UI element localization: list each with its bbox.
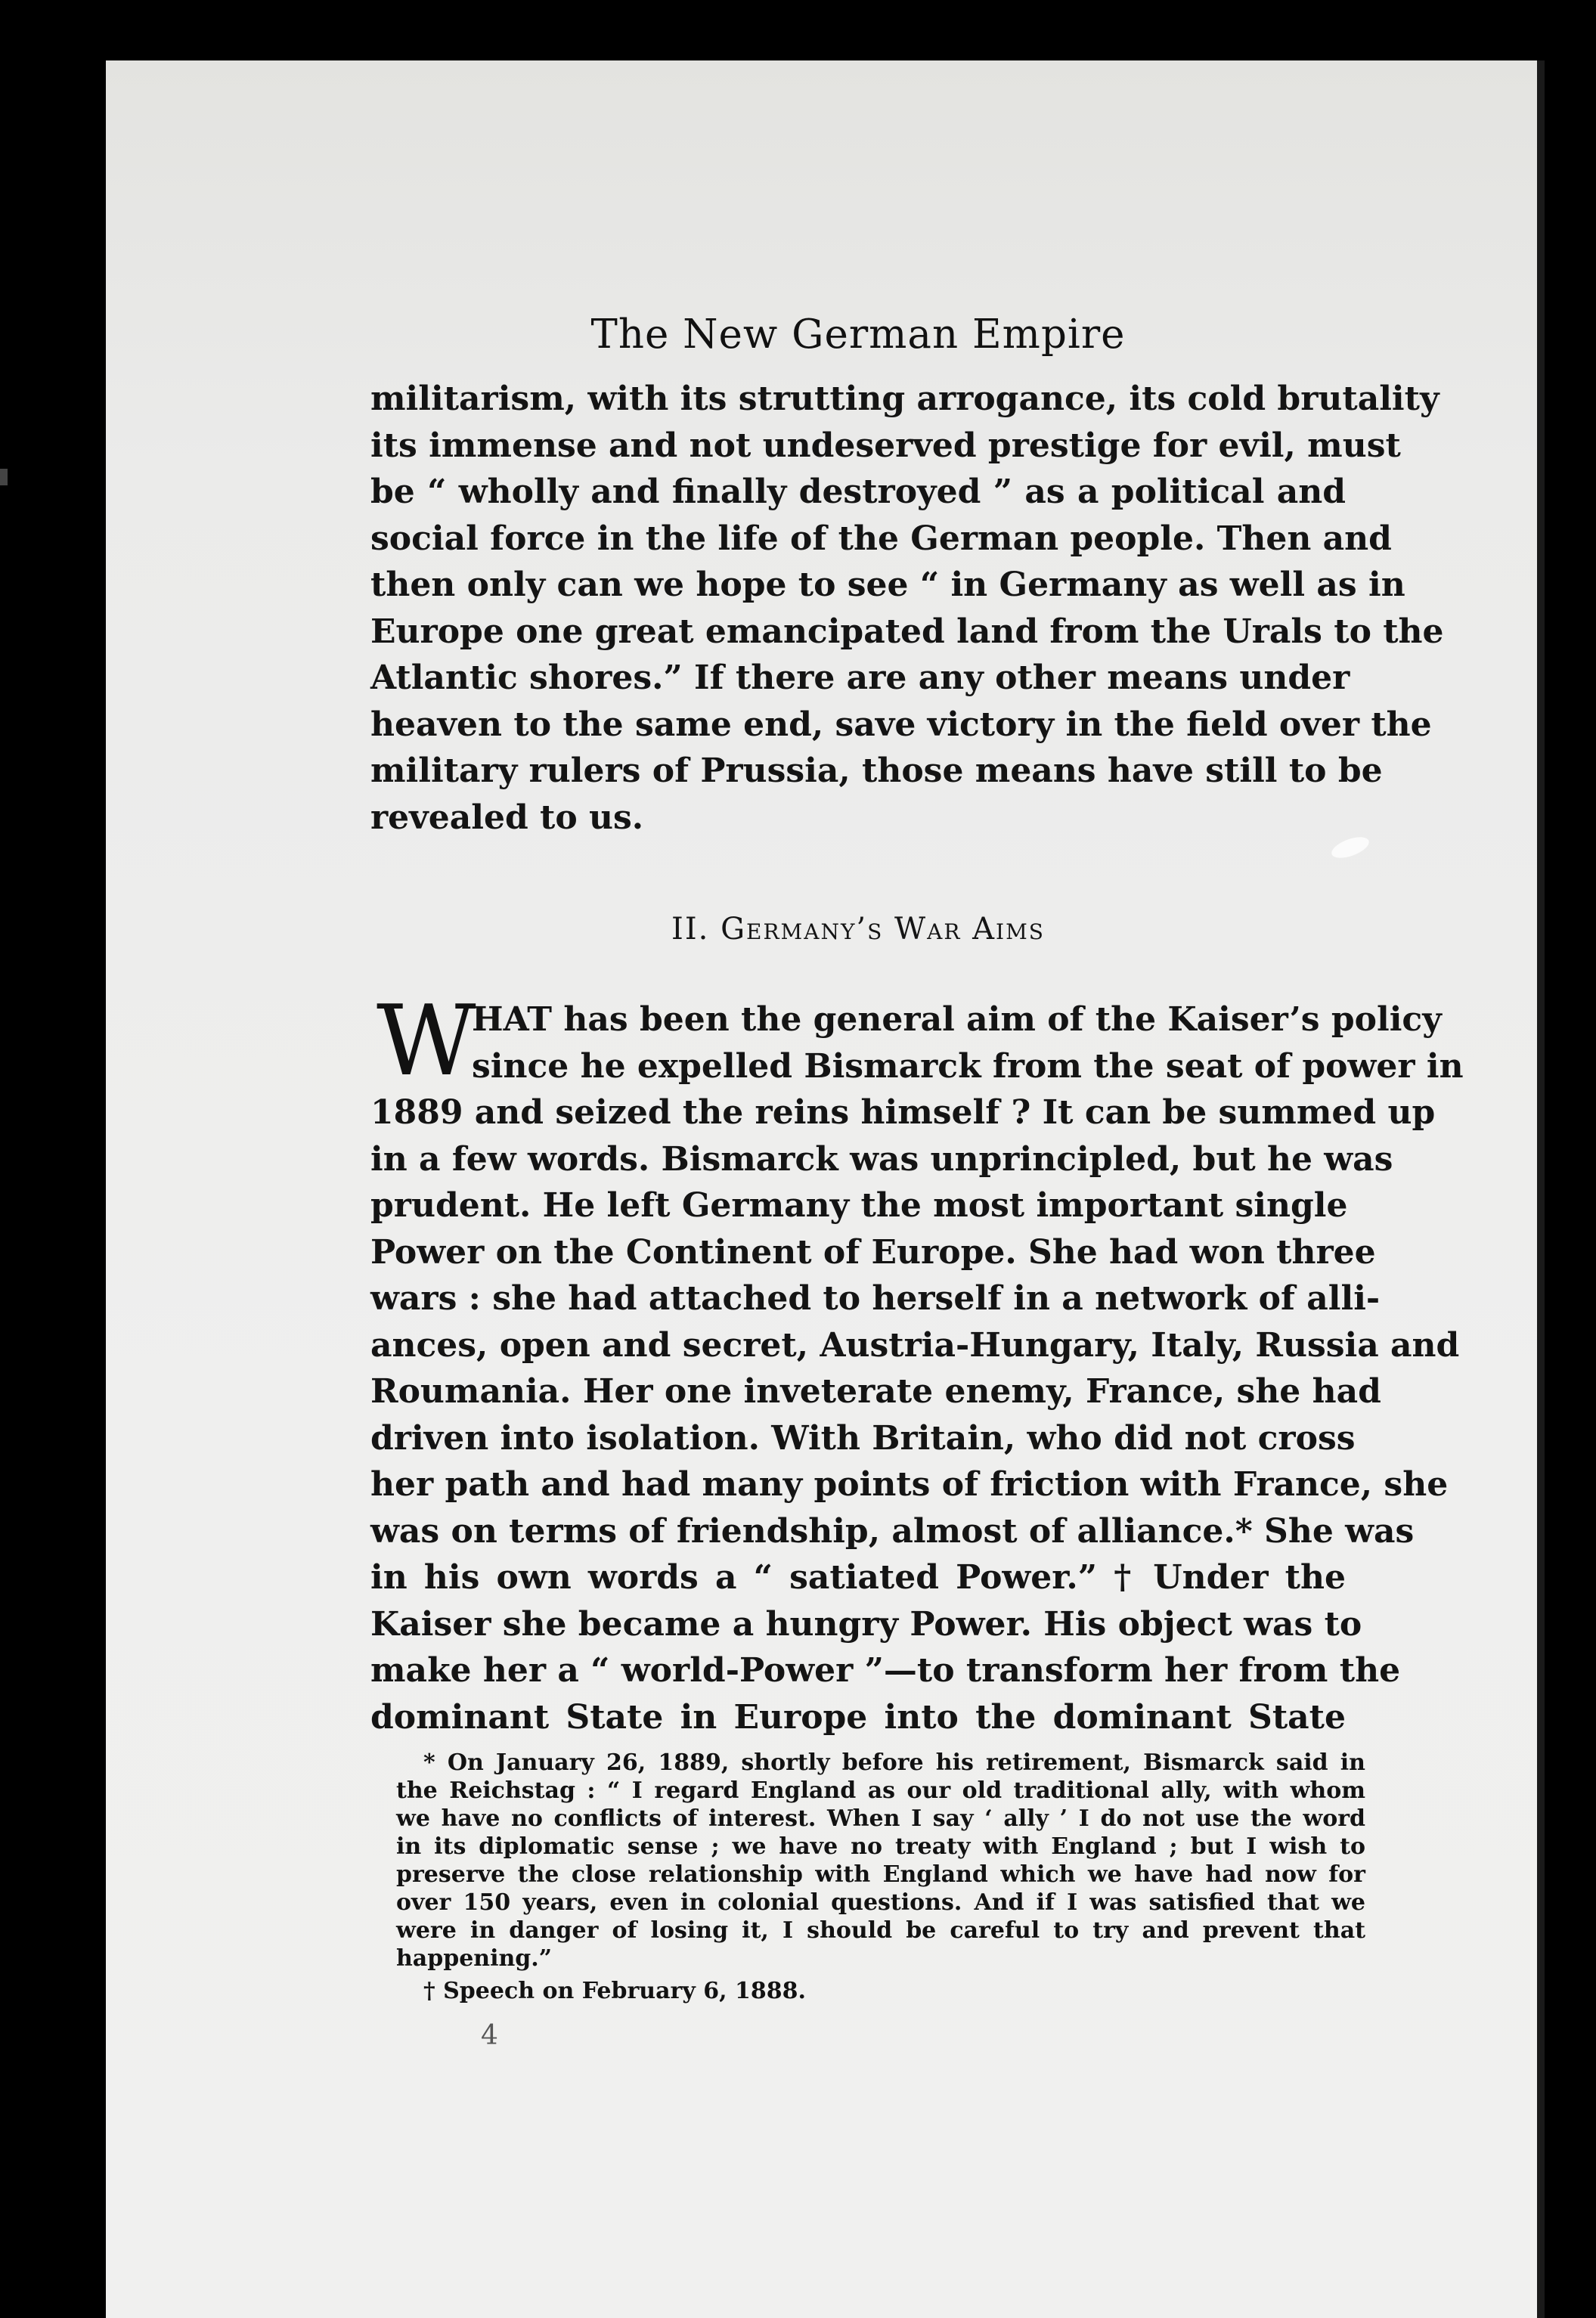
text-line: 1889 and seized the reins himself ? It can be summed up — [370, 1093, 1436, 1132]
text-line: Power on the Continent of Europe. She had won three — [370, 1232, 1376, 1272]
drop-cap: W — [377, 985, 476, 1098]
text-line: militarism, with its strutting arrogance, its cold brutality — [370, 380, 1439, 418]
text-line: in his own words a “ satiated Power.” † Under the — [370, 1558, 1346, 1597]
footnotes — [396, 1749, 1365, 2005]
text-line: Kaiser she became a hungry Power. His object was to — [370, 1604, 1362, 1644]
scan-mark — [0, 469, 8, 485]
text-line: its immense and not undeserved prestige for evil, must — [370, 426, 1401, 465]
footnote-line: the Reichstag : “ I regard England as our old traditional ally, with whom — [396, 1777, 1365, 1804]
paragraph-war-aims — [370, 996, 1464, 1740]
text-line: her path and had many points of friction with France, she — [370, 1465, 1449, 1504]
page-number: 4 — [481, 2020, 498, 2051]
text-line: driven into isolation. With Britain, who did not cross — [370, 1418, 1356, 1458]
running-head: The New German Empire — [590, 311, 1126, 358]
footnote-line: in its diplomatic sense ; we have no treaty with England ; but I wish to — [396, 1833, 1365, 1860]
text-line: be “ wholly and finally destroyed ” as a political and — [370, 473, 1346, 511]
text-line: make her a “ world-Power ”—to transform her from the — [370, 1651, 1401, 1690]
text-line: HAT has been the general aim of the Kaiser’s policy — [472, 1000, 1442, 1039]
text-line: ances, open and secret, Austria-Hungary, Italy, Russia and — [370, 1325, 1460, 1365]
text-line: military rulers of Prussia, those means have still to be — [370, 751, 1383, 790]
text-line: Europe one great emancipated land from the Urals to the — [370, 612, 1444, 651]
text-line: social force in the life of the German people. Then and — [370, 519, 1392, 558]
paragraph-continued — [370, 376, 1444, 841]
text-line: wars : she had attached to herself in a network of alli- — [370, 1279, 1381, 1318]
footnote-line: * On January 26, 1889, shortly before his retirement, Bismarck said in — [423, 1749, 1365, 1776]
footnote-dagger: † Speech on February 6, 1888. — [423, 1978, 806, 2004]
section-title: Germany’s War Aims — [721, 912, 1045, 947]
text-line: in a few words. Bismarck was unprincipled, but he was — [370, 1139, 1393, 1179]
section-heading — [370, 912, 1346, 947]
text-line: since he expelled Bismarck from the seat of power in — [472, 1046, 1464, 1086]
text-line: Atlantic shores.” If there are any other means under — [370, 659, 1350, 697]
footnote-line: we have no conflicts of interest. When I say ‘ ally ’ I do not use the word — [396, 1805, 1365, 1832]
text-line: was on terms of friendship, almost of alliance.* She was — [370, 1511, 1415, 1551]
section-number: II. — [671, 912, 710, 947]
facing-page-edge — [1537, 60, 1596, 2318]
text-line: revealed to us. — [370, 798, 644, 837]
text-line: Roumania. Her one inveterate enemy, France, she had — [370, 1372, 1381, 1411]
text-line: dominant State in Europe into the dominant State — [370, 1697, 1346, 1737]
footnote-line: were in danger of losing it, I should be careful to try and prevent that — [396, 1917, 1365, 1944]
footnote-line: preserve the close relationship with England which we have had now for — [396, 1861, 1365, 1888]
text-line: then only can we hope to see “ in Germany as well as in — [370, 566, 1405, 604]
text-line: heaven to the same end, save victory in the field over the — [370, 705, 1432, 744]
text-line: prudent. He left Germany the most important single — [370, 1186, 1348, 1225]
footnote-line: happening.” — [396, 1945, 552, 1972]
footnote-line: over 150 years, even in colonial questions. And if I was satisfied that we — [396, 1889, 1365, 1916]
